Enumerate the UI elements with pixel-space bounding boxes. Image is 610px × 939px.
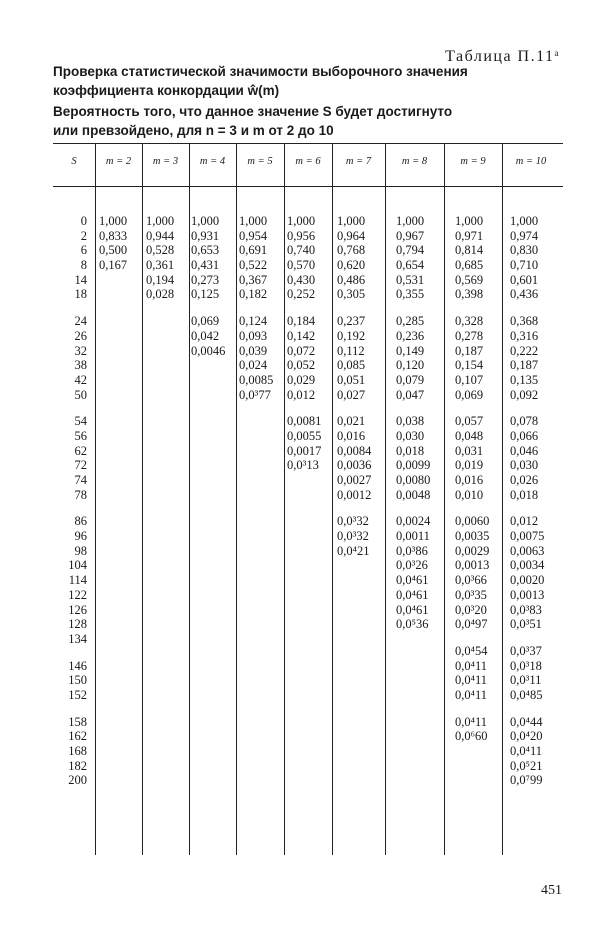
s-value: 72 [74, 458, 87, 473]
probability-cell: 0,0035 [455, 529, 490, 544]
probability-cell: 0,328 [455, 314, 484, 329]
s-value: 0 [80, 214, 87, 228]
probability-cell: 0,0063 [510, 543, 545, 558]
column-divider [189, 143, 190, 855]
probability-cell: 0,039 [239, 343, 268, 358]
probability-cell: 0,0⁷99 [510, 773, 543, 788]
probability-cell: 0,0³11 [510, 673, 542, 688]
s-value: 168 [68, 744, 87, 758]
table-top-rule [53, 143, 563, 144]
s-value: 78 [74, 487, 87, 502]
probability-cell: 0,237 [337, 314, 366, 329]
probability-cell: 0,0027 [337, 473, 372, 487]
column-divider [444, 143, 445, 855]
probability-cell: 0,052 [287, 358, 316, 373]
probability-cell: 0,0⁴61 [396, 573, 429, 588]
probability-cell: 0,0⁴11 [455, 714, 488, 729]
probability-cell: 0,0029 [455, 543, 490, 558]
probability-cell: 0,046 [510, 443, 539, 458]
s-value: 2 [80, 228, 87, 243]
probability-cell: 0,057 [455, 414, 484, 429]
probability-cell: 0,0³37 [510, 643, 542, 658]
header-bottom-rule [53, 186, 563, 187]
probability-cell: 0,187 [510, 358, 539, 373]
probability-cell: 1,000 [396, 214, 425, 228]
probability-cell: 0,031 [455, 443, 484, 458]
probability-cell: 0,167 [99, 258, 128, 273]
s-value: 38 [74, 358, 87, 373]
probability-cell: 0,107 [455, 372, 484, 387]
s-value: 54 [74, 414, 87, 429]
probability-cell: 0,079 [396, 372, 425, 387]
probability-cell: 0,0012 [337, 487, 372, 502]
probability-cell: 1,000 [146, 214, 175, 228]
probability-cell: 1,000 [287, 214, 316, 228]
probability-cell: 0,0⁴61 [396, 602, 429, 617]
col-header-m5: m = 5 [247, 156, 273, 167]
probability-cell: 0,833 [99, 228, 128, 243]
probability-cell: 0,012 [510, 514, 539, 529]
col-header-m10: m = 10 [515, 156, 547, 167]
probability-cell: 0,149 [396, 343, 425, 358]
probability-cell: 0,0³13 [287, 458, 319, 473]
probability-cell: 0,0³86 [396, 543, 428, 558]
probability-cell: 0,030 [396, 428, 425, 443]
probability-cell: 0,830 [510, 243, 539, 258]
probability-cell: 0,078 [510, 414, 539, 429]
s-value: 32 [74, 343, 87, 358]
col-header-m2: m = 2 [105, 156, 132, 167]
probability-cell: 0,0³26 [396, 558, 428, 573]
col-header-s: S [71, 156, 77, 167]
probability-cell: 0,0013 [510, 587, 545, 602]
probability-cell: 0,0060 [455, 514, 490, 529]
probability-cell: 0,018 [396, 443, 425, 458]
s-value: 182 [68, 758, 87, 773]
probability-cell: 0,971 [455, 228, 484, 243]
probability-cell: 0,019 [455, 458, 484, 473]
probability-cell: 0,814 [455, 243, 484, 258]
probability-cell: 0,0024 [396, 514, 431, 529]
probability-cell: 0,0034 [510, 558, 545, 573]
probability-cell: 0,236 [396, 328, 425, 343]
m2-column [99, 214, 127, 273]
probability-cell: 0,066 [510, 428, 539, 443]
s-value: 26 [74, 328, 87, 343]
probability-cell: 0,027 [337, 387, 366, 402]
probability-cell: 0,305 [337, 287, 366, 302]
probability-cell: 0,316 [510, 328, 539, 343]
probability-cell: 0,931 [191, 228, 220, 243]
column-divider [332, 143, 333, 855]
probability-cell: 0,0⁴97 [455, 617, 488, 632]
column-divider [385, 143, 386, 855]
m8-column [396, 214, 430, 632]
probability-cell: 0,601 [510, 272, 539, 287]
s-value: 6 [80, 243, 87, 258]
probability-cell: 0,0⁵21 [510, 758, 543, 773]
page-number: 451 [541, 883, 562, 898]
probability-cell: 0,0³77 [239, 387, 271, 402]
probability-cell: 0,0³35 [455, 587, 487, 602]
probability-cell: 0,0084 [337, 443, 372, 458]
probability-cell: 1,000 [455, 214, 484, 228]
probability-cell: 0,0⁶60 [455, 729, 488, 744]
probability-cell: 0,569 [455, 272, 484, 287]
probability-cell: 0,0⁴61 [396, 587, 429, 602]
probability-cell: 0,016 [337, 428, 366, 443]
col-header-m9: m = 9 [460, 156, 486, 167]
column-divider [502, 143, 503, 855]
probability-cell: 0,0017 [287, 443, 322, 458]
probability-cell: 0,528 [146, 243, 175, 258]
s-value: 86 [74, 514, 87, 529]
probability-cell: 1,000 [99, 214, 128, 228]
probability-cell: 0,361 [146, 258, 175, 273]
s-value: 146 [68, 658, 87, 673]
probability-cell: 0,124 [239, 314, 268, 329]
probability-cell: 0,093 [239, 328, 268, 343]
probability-cell: 0,016 [455, 473, 484, 487]
s-value: 74 [74, 473, 87, 487]
probability-cell: 1,000 [510, 214, 539, 228]
s-value: 62 [74, 443, 87, 458]
probability-cell: 0,0080 [396, 473, 431, 487]
probability-cell: 0,768 [337, 243, 366, 258]
s-value: 96 [74, 529, 87, 544]
col-header-m6: m = 6 [295, 156, 321, 167]
probability-cell: 0,531 [396, 272, 425, 287]
probability-cell: 0,956 [287, 228, 316, 243]
probability-cell: 0,182 [239, 287, 268, 302]
probability-cell: 0,0³20 [455, 602, 487, 617]
s-value: 18 [74, 287, 87, 302]
probability-cell: 0,685 [455, 258, 484, 273]
probability-cell: 0,974 [510, 228, 539, 243]
m4-column [191, 214, 225, 358]
probability-cell: 0,028 [146, 287, 175, 302]
probability-cell: 0,154 [455, 358, 484, 373]
m6-column [287, 214, 321, 473]
probability-cell: 0,0⁴44 [510, 714, 543, 729]
s-value: 114 [68, 573, 87, 588]
col-header-m4: m = 4 [199, 156, 226, 167]
s-value: 98 [74, 543, 87, 558]
probability-cell: 0,051 [337, 372, 366, 387]
probability-cell: 0,222 [510, 343, 539, 358]
probability-cell: 0,522 [239, 258, 268, 273]
probability-cell: 0,740 [287, 243, 316, 258]
probability-cell: 0,0³18 [510, 658, 542, 673]
probability-cell: 0,0036 [337, 458, 372, 473]
s-value: 152 [68, 687, 87, 702]
probability-cell: 0,125 [191, 287, 220, 302]
probability-cell: 0,0³66 [455, 573, 487, 588]
table-title: Проверка статистической значимости выборочного значения коэффициента конкордации ŵ(m) [53, 64, 468, 98]
table-subtitle: Вероятность того, что данное значение S будет достигнуто или превзойдено, для n = 3 и m от 2 до 10 [53, 104, 453, 138]
probability-cell: 0,024 [239, 358, 268, 373]
probability-cell: 0,500 [99, 243, 128, 258]
s-value: 50 [74, 387, 87, 402]
probability-cell: 0,085 [337, 358, 366, 373]
m5-column [239, 214, 273, 402]
m10-column [510, 214, 544, 788]
probability-cell: 0,0³83 [510, 602, 542, 617]
probability-cell: 0,187 [455, 343, 484, 358]
probability-cell: 0,285 [396, 314, 425, 329]
s-value: 42 [74, 372, 87, 387]
probability-cell: 0,047 [396, 387, 425, 402]
probability-cell: 0,042 [191, 328, 220, 343]
probability-cell: 0,355 [396, 287, 425, 302]
probability-cell: 0,278 [455, 328, 484, 343]
probability-cell: 0,038 [396, 414, 425, 429]
probability-cell: 0,0075 [510, 529, 545, 544]
probability-cell: 0,368 [510, 314, 539, 329]
probability-cell: 0,570 [287, 258, 316, 273]
probability-cell: 0,0013 [455, 558, 490, 573]
s-value: 200 [68, 773, 87, 788]
probability-cell: 0,0048 [396, 487, 431, 502]
probability-cell: 0,944 [146, 228, 175, 243]
probability-cell: 0,012 [287, 387, 316, 402]
col-header-m3: m = 3 [152, 156, 179, 167]
probability-cell: 0,252 [287, 287, 316, 302]
s-value: 150 [68, 673, 87, 688]
probability-cell: 0,0⁴11 [510, 744, 543, 758]
probability-cell: 0,436 [510, 287, 539, 302]
probability-cell: 0,194 [146, 272, 175, 287]
probability-cell: 0,010 [455, 487, 484, 502]
column-divider [284, 143, 285, 855]
probability-cell: 0,273 [191, 272, 220, 287]
probability-cell: 0,0³32 [337, 514, 369, 529]
probability-cell: 0,018 [510, 487, 539, 502]
column-divider [142, 143, 143, 855]
probability-cell: 0,620 [337, 258, 366, 273]
probability-cell: 0,021 [337, 414, 366, 429]
probability-cell: 0,0099 [396, 458, 431, 473]
probability-cell: 0,030 [510, 458, 539, 473]
probability-cell: 0,653 [191, 243, 220, 258]
probability-cell: 0,794 [396, 243, 425, 258]
probability-cell: 0,069 [191, 314, 220, 329]
column-divider [95, 143, 96, 855]
probability-cell: 0,967 [396, 228, 425, 243]
probability-cell: 0,0085 [239, 372, 274, 387]
s-value: 14 [74, 272, 87, 287]
probability-cell: 0,486 [337, 272, 366, 287]
probability-cell: 0,092 [510, 387, 539, 402]
probability-cell: 0,0081 [287, 414, 322, 429]
probability-cell: 0,0046 [191, 343, 226, 358]
probability-cell: 0,710 [510, 258, 539, 273]
probability-cell: 0,0⁴21 [337, 543, 370, 558]
col-header-m7: m = 7 [345, 156, 372, 167]
s-value: 162 [68, 729, 87, 744]
probability-cell: 0,0⁴54 [455, 643, 488, 658]
probability-cell: 0,430 [287, 272, 316, 287]
s-values-column [53, 214, 87, 788]
probability-cell: 0,0⁵36 [396, 617, 429, 632]
s-value: 104 [68, 558, 87, 573]
probability-cell: 0,112 [337, 343, 365, 358]
s-value: 128 [68, 617, 87, 632]
s-value: 8 [80, 258, 87, 273]
probability-cell: 0,0⁴11 [455, 658, 488, 673]
s-value: 24 [74, 314, 87, 329]
probability-cell: 0,954 [239, 228, 268, 243]
probability-cell: 0,135 [510, 372, 539, 387]
probability-cell: 0,0³32 [337, 529, 369, 544]
probability-cell: 0,0011 [396, 529, 430, 544]
probability-cell: 0,120 [396, 358, 425, 373]
probability-cell: 0,0⁴20 [510, 729, 543, 744]
probability-cell: 1,000 [191, 214, 220, 228]
probability-cell: 0,026 [510, 473, 539, 487]
probability-cell: 0,0⁴11 [455, 687, 488, 702]
m3-column [146, 214, 174, 302]
probability-cell: 0,0020 [510, 573, 545, 588]
probability-cell: 0,654 [396, 258, 425, 273]
probability-cell: 0,048 [455, 428, 484, 443]
probability-cell: 0,0³51 [510, 617, 542, 632]
probability-cell: 0,367 [239, 272, 268, 287]
s-value: 122 [68, 587, 87, 602]
column-divider [236, 143, 237, 855]
probability-cell: 0,184 [287, 314, 316, 329]
s-value: 56 [74, 428, 87, 443]
probability-cell: 0,072 [287, 343, 316, 358]
probability-cell: 0,0⁴11 [455, 673, 488, 688]
s-value: 134 [68, 631, 87, 646]
probability-cell: 0,964 [337, 228, 366, 243]
probability-cell: 0,192 [337, 328, 366, 343]
probability-cell: 1,000 [337, 214, 366, 228]
probability-cell: 0,431 [191, 258, 220, 273]
m9-column [455, 214, 489, 744]
probability-cell: 0,398 [455, 287, 484, 302]
probability-cell: 0,691 [239, 243, 268, 258]
probability-cell: 1,000 [239, 214, 268, 228]
m7-column [337, 214, 371, 558]
col-header-m8: m = 8 [401, 156, 428, 167]
probability-cell: 0,0⁴85 [510, 687, 543, 702]
s-value: 126 [68, 602, 87, 617]
probability-cell: 0,069 [455, 387, 484, 402]
s-value: 158 [68, 714, 87, 729]
table-label: Таблица $П.11^а$ [445, 48, 560, 65]
probability-cell: 0,142 [287, 328, 316, 343]
probability-cell: 0,029 [287, 372, 316, 387]
probability-cell: 0,0055 [287, 428, 322, 443]
